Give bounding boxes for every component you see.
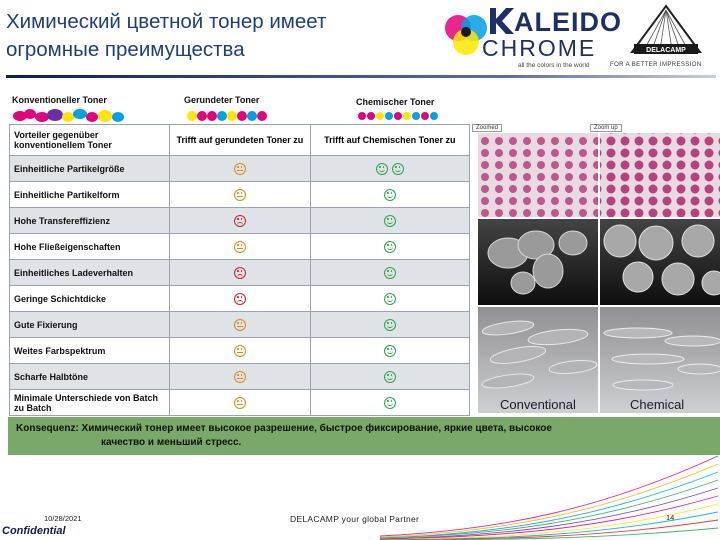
toner-micrograph-panels (478, 123, 720, 413)
chemical-rating (310, 260, 469, 286)
consequence-line-1: Konsequenz: Химический тонер имеет высокое разрешение, быстрое фиксирование, яркие цвета, высокое (16, 423, 552, 434)
row-label: Gute Fixierung (10, 312, 170, 338)
toner-label-conventional: Konventioneller Toner (12, 95, 107, 105)
chemical-rating (310, 208, 469, 234)
table-header-row (10, 125, 470, 156)
dot-image-conventional (478, 133, 598, 217)
happy-face-icon (384, 241, 396, 253)
delacamp-badge-text: DELACAMP (646, 47, 686, 54)
micrograph-images (478, 123, 720, 413)
happy-face-icon (384, 397, 396, 409)
label-chemical: Chemical (630, 397, 685, 412)
kaleido-k-icon (486, 6, 516, 36)
rounded-rating (170, 364, 311, 390)
neutral-face-icon (234, 397, 246, 409)
consequence-line-2: качество и меньший стресс. (101, 437, 242, 448)
sad-face-icon (234, 267, 246, 279)
title-line-1: Химический цветной тонер имеет (6, 10, 327, 33)
happy-face-icon (384, 189, 396, 201)
sad-face-icon (234, 293, 246, 305)
table-row (10, 234, 470, 260)
title-line-2: огромные преимущества (6, 38, 245, 61)
table-row (10, 390, 470, 416)
row-label: Einheitliche Partikelgröße (10, 156, 170, 182)
row-label: Geringe Schichtdicke (10, 286, 170, 312)
sad-face-icon (234, 215, 246, 227)
chemical-rating (310, 390, 469, 416)
row-label: Minimale Unterschiede von Batch zu Batch (10, 390, 170, 416)
confidential-label: Confidential (2, 525, 66, 537)
chemical-rating (310, 364, 469, 390)
header-chemical: Trifft auf Chemischen Toner zu (310, 125, 469, 156)
zoom-label-right: Zoom up (590, 124, 622, 132)
chemical-toner-particles (356, 108, 456, 124)
decorative-swirl (380, 450, 720, 540)
footer-date: 10/28/2021 (44, 514, 82, 523)
happy-face-icon (384, 215, 396, 227)
header-advantages: Vorteiler gegenüber konventionellem Toner (10, 125, 170, 156)
chemical-rating (310, 182, 469, 208)
comparison-table (9, 124, 470, 416)
neutral-face-icon (234, 163, 246, 175)
table-row (10, 364, 470, 390)
delacamp-tagline: FOR A BETTER IMPRESSION (610, 62, 702, 68)
happy-face-icon (392, 163, 404, 175)
toner-label-chemical: Chemischer Toner (356, 97, 435, 107)
delacamp-logo (610, 4, 716, 70)
row-label: Einheitliches Ladeverhalten (10, 260, 170, 286)
row-label: Scharfe Halbtöne (10, 364, 170, 390)
page-number: 14 (666, 513, 675, 522)
chemical-rating (310, 338, 469, 364)
table-row (10, 260, 470, 286)
header-rounded: Trifft auf gerundeten Toner zu (170, 125, 311, 156)
chemical-rating (310, 286, 469, 312)
happy-face-icon (384, 293, 396, 305)
footer-partner: DELACAMP your global Partner (290, 514, 420, 524)
neutral-face-icon (234, 371, 246, 383)
zoom-label-left: Zoomed (472, 124, 502, 132)
toner-label-rounded: Gerundeter Toner (184, 95, 260, 105)
happy-face-icon (384, 319, 396, 331)
rounded-rating (170, 234, 311, 260)
happy-face-icon (384, 371, 396, 383)
neutral-face-icon (234, 319, 246, 331)
table-row (10, 182, 470, 208)
happy-face-icon (384, 345, 396, 357)
conventional-toner-particles (10, 106, 130, 124)
table-row (10, 312, 470, 338)
chemical-rating (310, 234, 469, 260)
rounded-rating (170, 286, 311, 312)
slide-title (6, 8, 426, 64)
rounded-rating (170, 182, 311, 208)
rounded-toner-particles (184, 106, 284, 124)
rounded-rating (170, 156, 311, 182)
table-row (10, 208, 470, 234)
chemical-rating (310, 156, 469, 182)
kaleido-tagline: all the colors in the world (518, 62, 590, 69)
rounded-rating (170, 312, 311, 338)
happy-face-icon (376, 163, 388, 175)
neutral-face-icon (234, 189, 246, 201)
table-row (10, 156, 470, 182)
row-label: Hohe Transfereffizienz (10, 208, 170, 234)
table-row (10, 286, 470, 312)
row-label: Hohe Fließeigenschaften (10, 234, 170, 260)
chrome-wordmark: CHROME (482, 35, 597, 61)
kaleido-chrome-logo (436, 4, 623, 69)
dot-image-chemical (600, 133, 720, 217)
rounded-rating (170, 390, 311, 416)
chemical-rating (310, 312, 469, 338)
header-rule (6, 75, 716, 78)
neutral-face-icon (234, 241, 246, 253)
happy-face-icon (384, 267, 396, 279)
row-label: Einheitliche Partikelform (10, 182, 170, 208)
neutral-face-icon (234, 345, 246, 357)
rounded-rating (170, 260, 311, 286)
table-row (10, 338, 470, 364)
label-conventional: Conventional (500, 397, 576, 412)
kaleido-wordmark: ALEIDO (514, 7, 623, 37)
row-label: Weites Farbspektrum (10, 338, 170, 364)
delacamp-triangle-icon (630, 4, 702, 60)
rounded-rating (170, 208, 311, 234)
rounded-rating (170, 338, 311, 364)
